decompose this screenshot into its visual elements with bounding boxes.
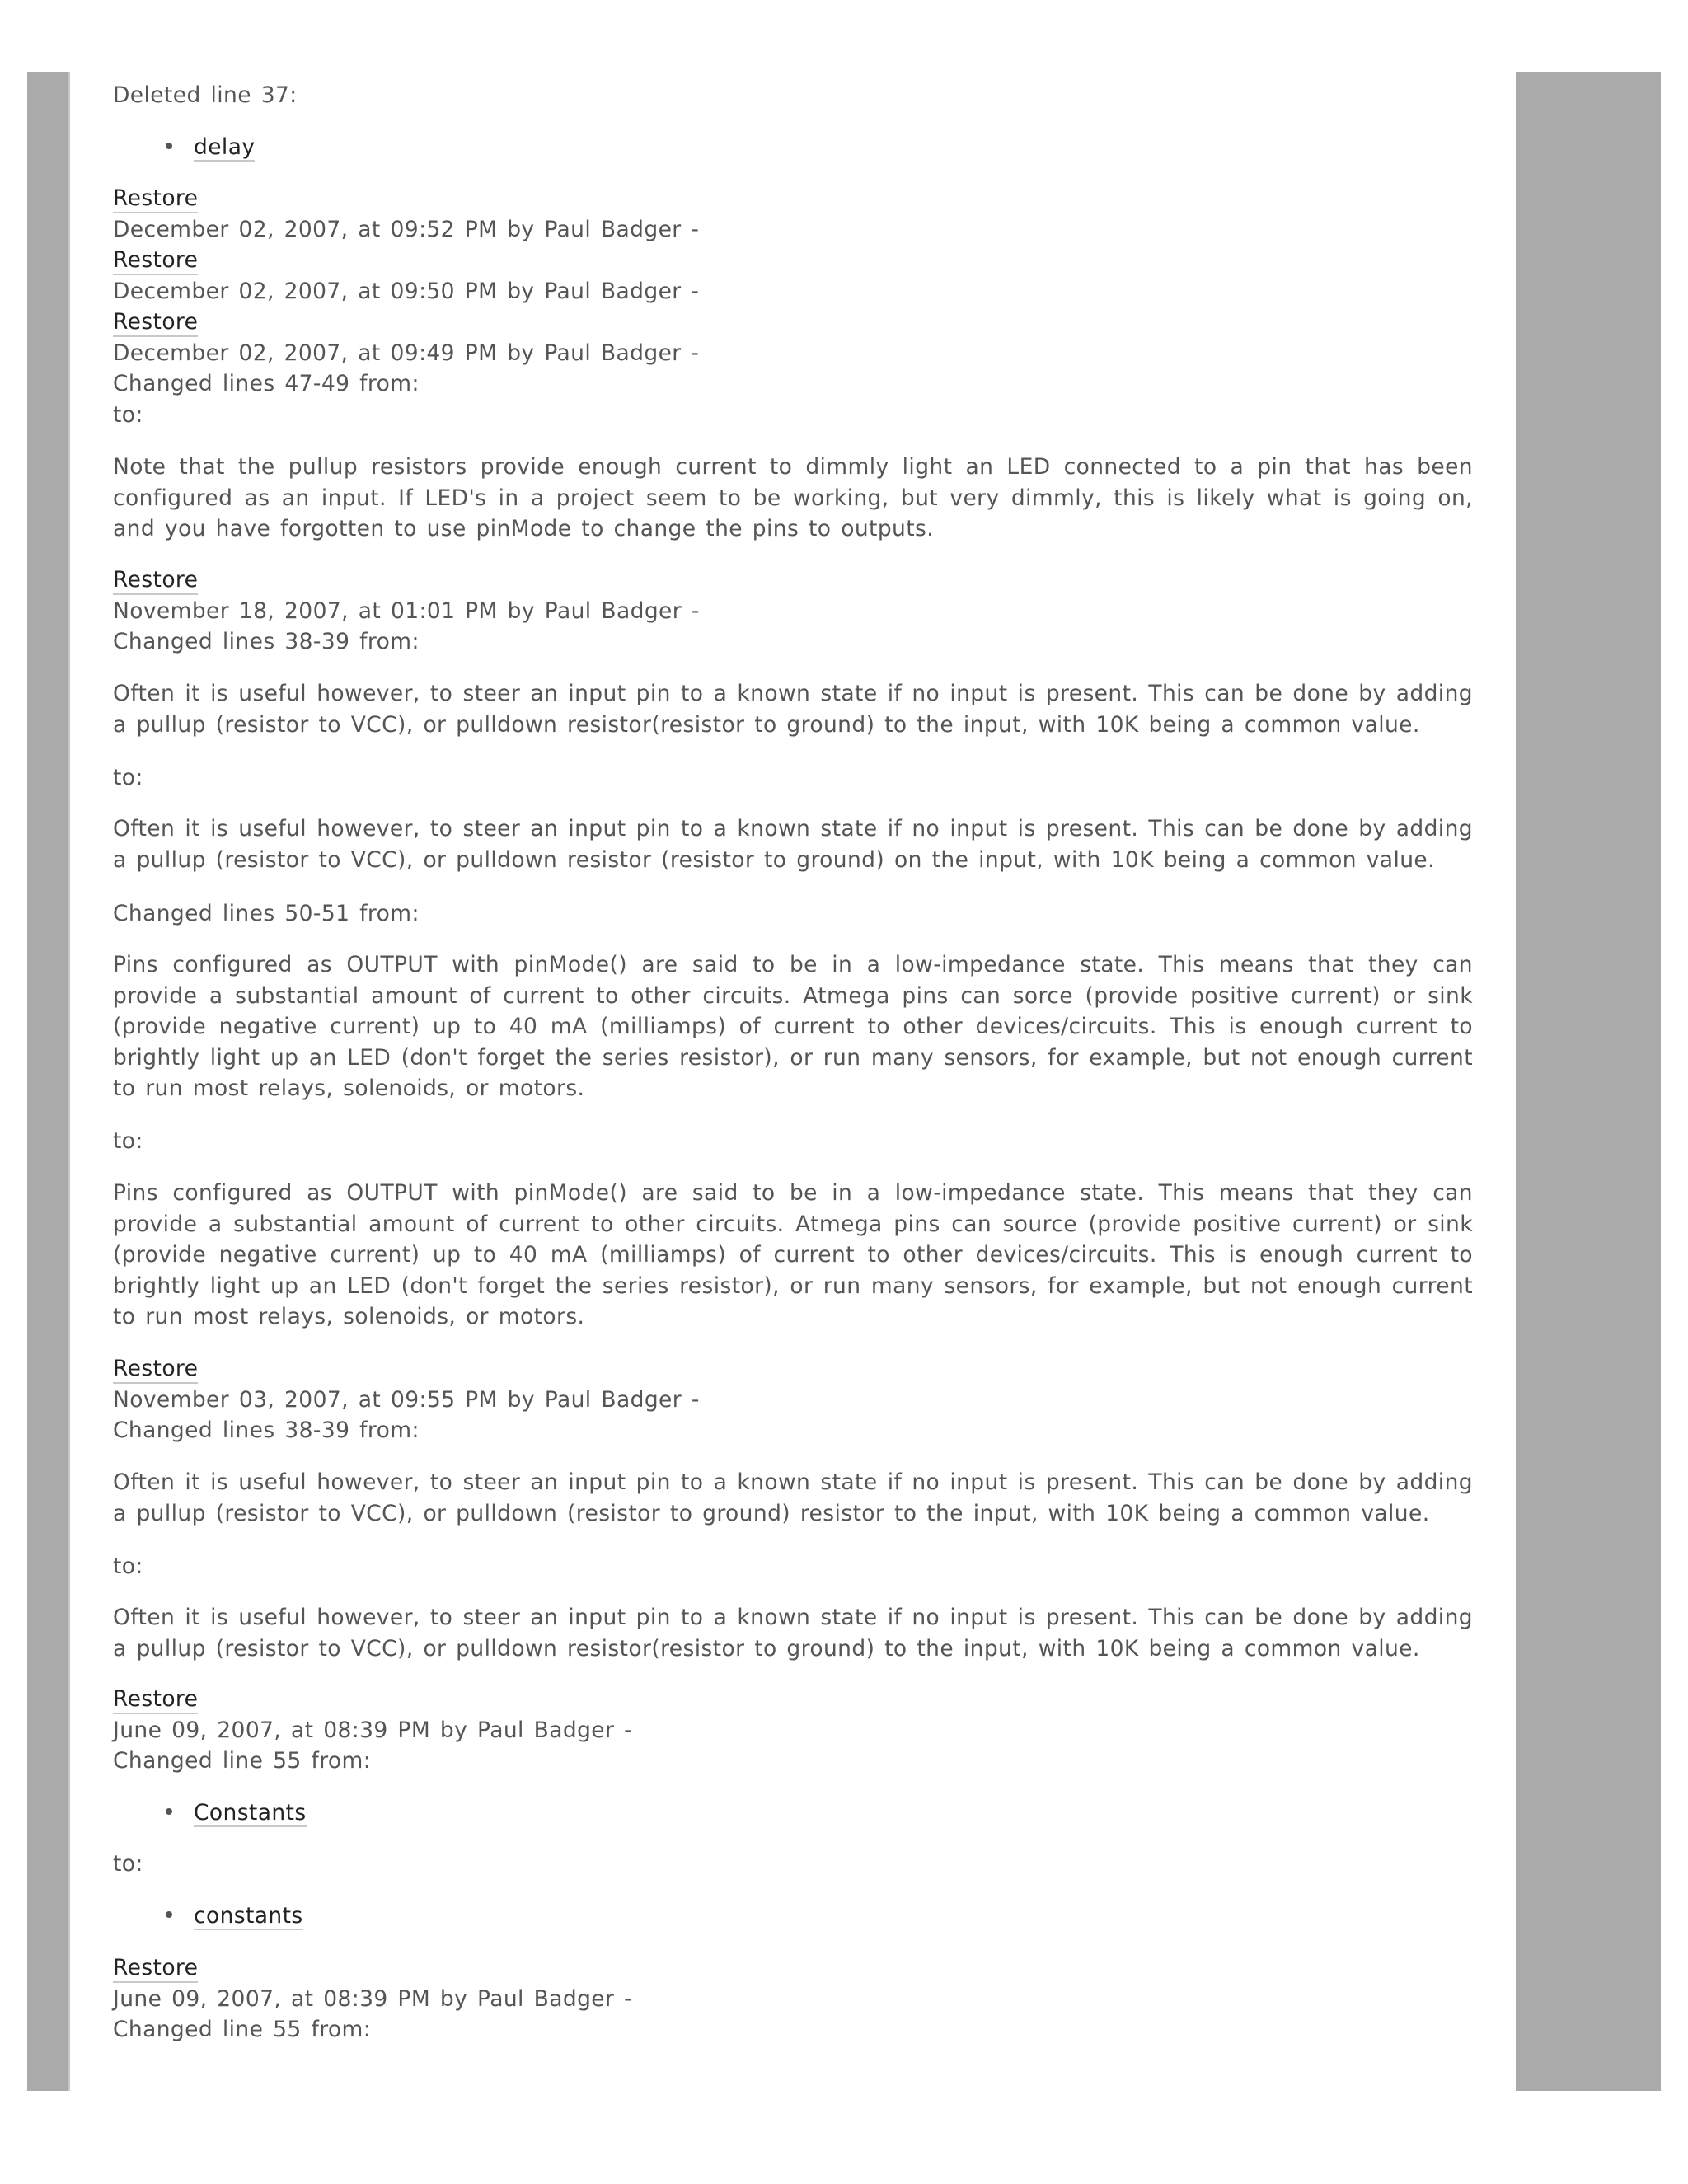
list-item xyxy=(166,1900,303,1931)
restore-link[interactable]: Restore xyxy=(113,1955,198,1983)
diff-paragraph: Pins configured as OUTPUT with pinMode() are said to be in a low-impedance state. This means that they can provide a substantial amount of current to other circuits. Atmega pins can source (provide positive current) or sink (provide negative current) up to 40 mA (milliamps) of current to other devices/circuits. This is enough current to brightly light up an LED (don't forget the series resistor), or run many sensors, for example, but not enough current to run most relays, solenoids, or motors. xyxy=(113,1180,1473,1329)
revision-meta: June 09, 2007, at 08:39 PM by Paul Badger - xyxy=(113,1718,633,1743)
right-rail xyxy=(1516,72,1661,2091)
diff-paragraph: Pins configured as OUTPUT with pinMode() are said to be in a low-impedance state. This means that they can provide a substantial amount of current to other circuits. Atmega pins can sorce (provide positive current) or sink (provide negative current) up to 40 mA (milliamps) of current to other devices/circuits. This is enough current to brightly light up an LED (don't forget the series resistor), or run many sensors, for example, but not enough current to run most relays, solenoids, or motors. xyxy=(113,952,1473,1101)
change-label: Changed line 55 from: xyxy=(113,1748,372,1774)
list-item xyxy=(166,132,255,162)
diff-paragraph: Often it is useful however, to steer an input pin to a known state if no input is present. This can be done by adding a pullup (resistor to VCC), or pulldown (resistor to ground) resistor to the input, with 10K being a common value. xyxy=(113,1469,1473,1526)
left-rail xyxy=(27,72,70,2091)
to-label: to: xyxy=(113,765,143,790)
diff-paragraph: Often it is useful however, to steer an input pin to a known state if no input is present. This can be done by adding a pullup (resistor to VCC), or pulldown resistor (resistor to ground) on the input, with 10K being a common value. xyxy=(113,816,1473,873)
revision-meta: November 03, 2007, at 09:55 PM by Paul Badger - xyxy=(113,1387,700,1413)
diff-paragraph: Note that the pullup resistors provide enough current to dimmly light an LED connected to a pin that has been configured as an input. If LED's in a project seem to be working, but very dimmly, this is likely what is going on, and you have forgotten to use pinMode to change the pins to outputs. xyxy=(113,454,1473,541)
bullet-icon xyxy=(166,1808,172,1815)
change-label: Changed lines 38-39 from: xyxy=(113,1418,420,1443)
to-label: to: xyxy=(113,1128,143,1154)
restore-link[interactable]: Restore xyxy=(113,185,198,213)
change-label: Changed lines 38-39 from: xyxy=(113,629,420,654)
change-label: Changed line 55 from: xyxy=(113,2017,372,2042)
item-link-constants-old[interactable]: Constants xyxy=(194,1800,307,1825)
change-label: Changed lines 50-51 from: xyxy=(113,901,420,926)
revision-meta: June 09, 2007, at 08:39 PM by Paul Badger - xyxy=(113,1986,633,2012)
revision-meta: December 02, 2007, at 09:52 PM by Paul Badger - xyxy=(113,217,700,242)
diff-paragraph: Often it is useful however, to steer an input pin to a known state if no input is present. This can be done by adding a pullup (resistor to VCC), or pulldown resistor(resistor to ground) to the input, with 10K being a common value. xyxy=(113,681,1473,738)
change-label: Changed lines 47-49 from: xyxy=(113,371,420,396)
restore-link[interactable]: Restore xyxy=(113,309,198,337)
revision-meta: December 02, 2007, at 09:50 PM by Paul Badger - xyxy=(113,279,700,304)
item-link-delay[interactable]: delay xyxy=(194,134,256,160)
item-link-constants-new[interactable]: constants xyxy=(194,1903,303,1929)
to-label: to: xyxy=(113,402,143,428)
revision-meta: November 18, 2007, at 01:01 PM by Paul Badger - xyxy=(113,598,700,624)
bullet-icon xyxy=(166,1911,172,1918)
to-label: to: xyxy=(113,1851,143,1877)
diff-paragraph: Often it is useful however, to steer an input pin to a known state if no input is present. This can be done by adding a pullup (resistor to VCC), or pulldown resistor(resistor to ground) to the input, with 10K being a common value. xyxy=(113,1605,1473,1661)
restore-link[interactable]: Restore xyxy=(113,247,198,275)
restore-link[interactable]: Restore xyxy=(113,1356,198,1384)
deleted-line-label: Deleted line 37: xyxy=(113,82,298,108)
restore-link[interactable]: Restore xyxy=(113,1686,198,1714)
bullet-icon xyxy=(166,143,172,149)
to-label: to: xyxy=(113,1554,143,1579)
list-item xyxy=(166,1797,307,1828)
restore-link[interactable]: Restore xyxy=(113,567,198,595)
revision-meta: December 02, 2007, at 09:49 PM by Paul Badger - xyxy=(113,340,700,366)
